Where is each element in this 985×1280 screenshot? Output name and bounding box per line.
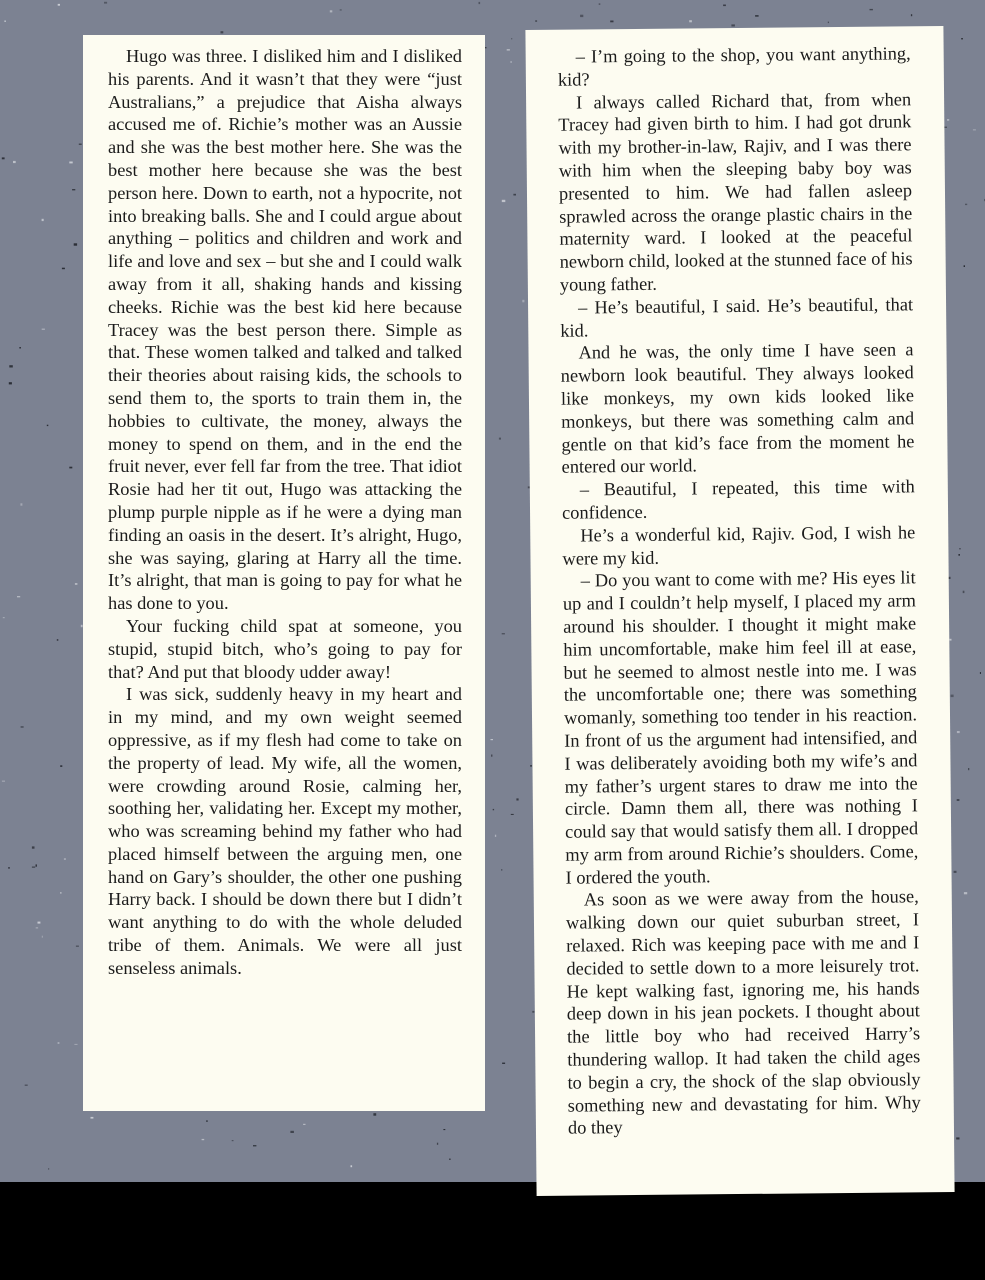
speckle-dot — [9, 365, 13, 367]
speckle-dot — [964, 265, 965, 267]
speckle-dot — [232, 1140, 234, 1141]
paragraph: Hugo was three. I disliked him and I disliked his parents. And it wasn’t that they were “just Australians,” a prejudice that Aisha always accused me of. Richie’s mother was an Aussie and she was the best mother here. She was the best mother here because she was the best person here. Down to earth, not a hypocrite, not into breaking balls. She and I could argue about anything – politics and children and work and life and love and sex – but she and I could walk away from it all, shaking hands and kissing cheeks. Richie was the best kid here because Tracey was the best person there. Simple as that. These women talked and talked and talked their theories about raising kids, the schools to send them to, the sports to train them in, the hobbies to cultivate, the money, always the money to spend on them, and in the end the fruit never, ever fell far from the tree. That idiot Rosie had her tit out, Hugo was attacking the plump purple nipple as if he were a dying man finding an oasis in the desert. It’s alright, Hugo, she was saying, glaring at Harry all the time. It’s alright, that man is going to pay for what he has done to you. — [108, 46, 462, 614]
speckle-dot — [202, 1139, 205, 1140]
paragraph: – Do you want to come with me? His eyes lit up and I couldn’t help myself, I placed my arm around his shoulder. I thought it might make him uncomfortable, make him feel ill at ease, but he seemed to almost nestle into me. I was the uncomfortable one; there was something womanly, something too tender in his reaction. In front of us the argument had intensified, and I was deliberately avoiding both my wife’s and my father’s urgent stares to draw me into the circle. Damn them all, there was nothing I could say that would satisfy them all. I dropped my arm from around Richie’s shoulders. Come, I ordered the youth. — [562, 567, 919, 888]
speckle-dot — [965, 204, 967, 205]
speckle-dot — [42, 329, 45, 330]
speckle-dot — [32, 867, 35, 868]
speckle-dot — [516, 798, 518, 800]
speckle-dot — [4, 21, 6, 22]
speckle-dot — [828, 22, 829, 24]
speckle-dot — [303, 1124, 305, 1125]
speckle-dot — [57, 639, 59, 641]
speckle-dot — [755, 15, 759, 17]
speckle-dot — [957, 731, 960, 733]
speckle-dot — [8, 867, 10, 868]
speckle-dot — [48, 1168, 49, 1170]
speckle-dot — [959, 548, 961, 549]
speckle-dot — [351, 1165, 353, 1167]
speckle-dot — [479, 2, 481, 4]
speckle-dot — [32, 846, 35, 848]
left-page-column — [83, 35, 485, 1111]
speckle-dot — [491, 739, 494, 740]
speckle-dot — [25, 1085, 28, 1086]
speckle-dot — [206, 1120, 208, 1122]
speckle-dot — [511, 814, 514, 815]
speckle-dot — [964, 892, 967, 894]
speckle-dot — [491, 755, 492, 757]
speckle-dot — [580, 15, 583, 17]
speckle-dot — [36, 927, 38, 928]
speckle-dot — [69, 467, 72, 469]
speckle-dot — [951, 695, 954, 698]
paragraph: – I’m going to the shop, you want anything, kid? — [557, 43, 911, 90]
speckle-dot — [13, 161, 16, 163]
speckle-dot — [20, 503, 22, 505]
speckle-dot — [980, 672, 981, 674]
speckle-dot — [870, 9, 873, 10]
speckle-dot — [60, 892, 62, 893]
speckle-dot — [493, 809, 494, 810]
speckle-dot — [91, 1117, 94, 1119]
speckle-dot — [74, 243, 77, 245]
speckle-dot — [502, 200, 506, 202]
speckle-dot — [330, 10, 333, 12]
speckle-dot — [19, 347, 21, 349]
speckle-dot — [513, 194, 516, 196]
speckle-dot — [968, 768, 969, 770]
bottom-black-band — [0, 1182, 985, 1280]
speckle-dot — [911, 14, 912, 16]
speckle-dot — [495, 835, 496, 837]
speckle-dot — [973, 129, 976, 130]
speckle-dot — [38, 922, 41, 924]
speckle-dot — [599, 3, 601, 4]
speckle-dot — [437, 1143, 438, 1145]
paragraph: I always called Richard that, from when Tracey had given birth to him. I had got drunk with my brother-in-law, Rajiv, and I was there with him when the sleeping baby boy was presented to him. We had fallen asleep sprawled across the orange plastic chairs in the maternity ward. I looked at the peaceful newborn child, looked at the stunned face of his young father. — [558, 88, 913, 295]
speckle-dot — [36, 864, 38, 866]
speckle-dot — [507, 49, 510, 51]
speckle-dot — [221, 31, 224, 33]
speckle-dot — [69, 162, 72, 164]
speckle-dot — [502, 633, 505, 634]
paragraph: Your fucking child spat at someone, you stupid, stupid bitch, who’s going to pay for that? And put that bloody udder away! — [108, 615, 462, 682]
paragraph: I was sick, suddenly heavy in my heart and in my mind, and my own weight seemed oppressive, as if my flesh had come to take on the property of lead. My wife, all the women, were crowding around Rosie, calming her, soothing her, validating her. Except my mother, who was screaming behind my father who had placed himself between the arguing men, one hand on Gary’s shoulder, the other one pushing Harry back. I should be down there but I didn’t want anything to do with the whole deluded tribe of them. Animals. We were all just senseless animals. — [108, 684, 462, 978]
speckle-dot — [499, 438, 501, 440]
speckle-dot — [963, 591, 965, 593]
speckle-dot — [373, 1113, 376, 1116]
paragraph: – He’s beautiful, I said. He’s beautiful, that kid. — [560, 294, 914, 341]
speckle-dot — [60, 765, 62, 767]
right-page-column — [525, 26, 954, 1196]
speckle-dot — [340, 9, 342, 10]
speckle-dot — [75, 583, 78, 585]
speckle-dot — [535, 20, 537, 22]
speckle-dot — [510, 61, 511, 63]
speckle-dot — [610, 21, 613, 23]
speckle-dot — [3, 617, 5, 618]
paragraph: As soon as we were away from the house, walking down our quiet suburban street, I relaxed. Rich was keeping pace with me and I decided to settle down to a more leisurely trot. He kept walking fast, ignoring me, his hands deep down in his jean pockets. I thought about the little boy who had received Harry’s thundering wallop. It had taken the child ages to begin a cry, the shock of the slap obviously something new and devastating for him. Why do they — [565, 886, 921, 1139]
speckle-dot — [42, 936, 43, 938]
speckle-dot — [253, 1145, 256, 1146]
speckle-dot — [76, 946, 79, 947]
speckle-dot — [79, 144, 82, 145]
speckle-dot — [961, 38, 963, 39]
speckle-dot — [956, 1137, 959, 1139]
speckle-dot — [949, 639, 951, 641]
speckle-dot — [485, 47, 487, 48]
speckle-dot — [957, 799, 960, 801]
speckle-dot — [731, 24, 735, 26]
speckle-dot — [947, 119, 949, 121]
speckle-dot — [21, 726, 24, 728]
speckle-dot — [2, 157, 5, 159]
speckle-dot — [522, 300, 524, 303]
speckle-dot — [64, 858, 66, 860]
speckle-dot — [72, 189, 75, 190]
speckle-dot — [501, 869, 502, 870]
speckle-dot — [958, 554, 960, 556]
paragraph: – Beautiful, I repeated, this time with confidence. — [561, 476, 915, 523]
paragraph: He’s a wonderful kid, Rajiv. God, I wish he were my kid. — [562, 522, 916, 569]
speckle-dot — [74, 1044, 77, 1045]
paragraph: And he was, the only time I have seen a newborn look beautiful. They always looked like monkeys, my own kids looked like monkeys, but there was something calm and gentle on that kid’s face from the moment he entered our world. — [560, 339, 915, 478]
speckle-dot — [104, 2, 107, 4]
speckle-dot — [290, 1131, 294, 1133]
speckle-dot — [62, 268, 65, 270]
speckle-dot — [443, 1129, 445, 1130]
speckle-dot — [17, 596, 20, 597]
speckle-dot — [58, 1042, 60, 1044]
speckle-dot — [511, 38, 512, 39]
speckle-dot — [502, 1063, 505, 1064]
speckle-dot — [2, 781, 5, 782]
speckle-dot — [42, 219, 44, 221]
speckle-dot — [723, 5, 726, 7]
speckle-dot — [47, 425, 49, 426]
speckle-dot — [58, 4, 60, 6]
speckle-dot — [9, 382, 12, 384]
speckle-dot — [954, 871, 957, 873]
speckle-dot — [689, 20, 692, 22]
speckle-dot — [449, 1159, 451, 1161]
